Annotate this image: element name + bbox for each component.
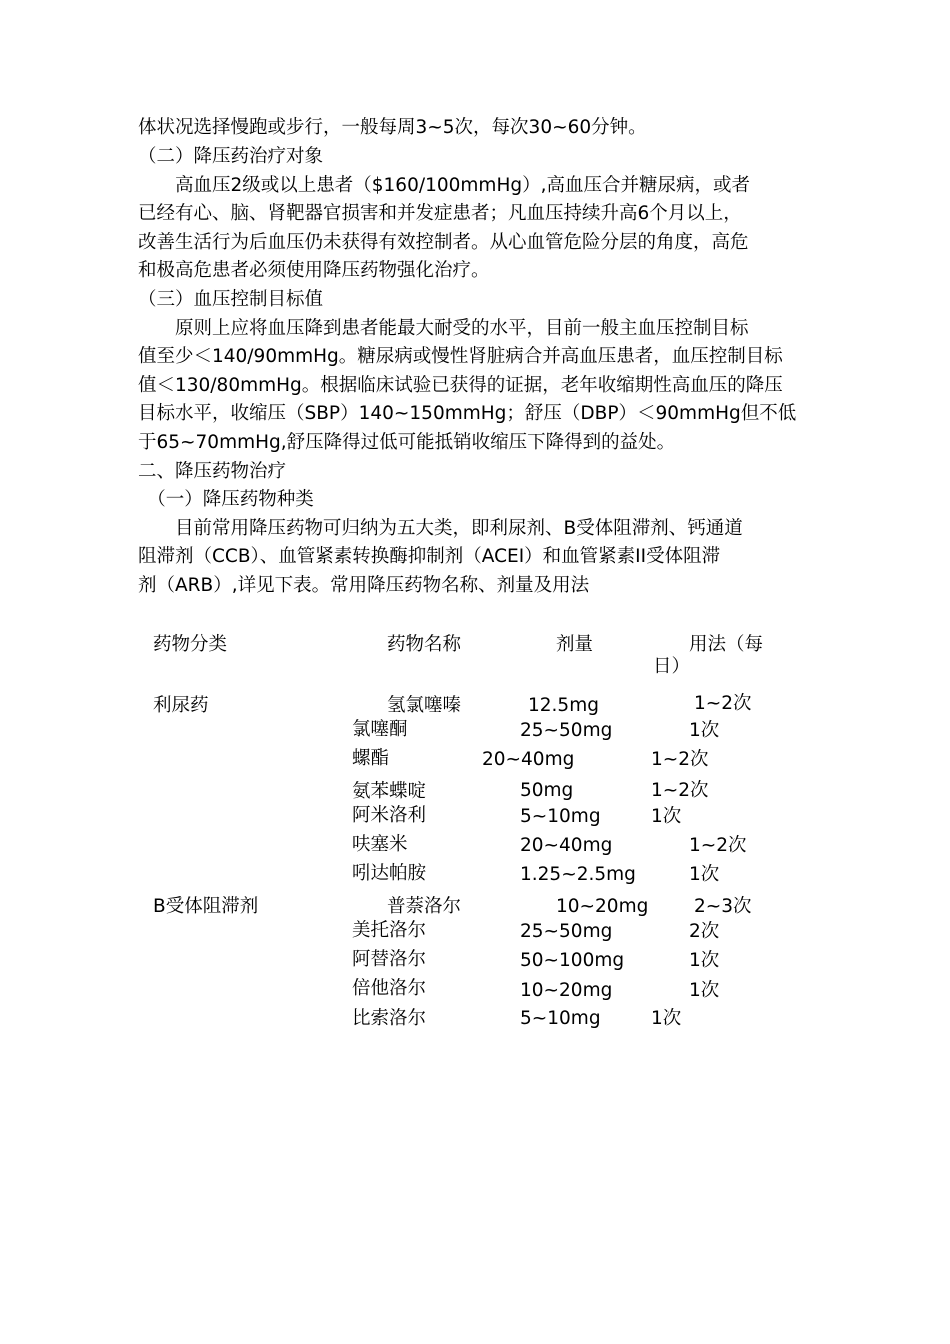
cell-dose: 5~10mg [520, 806, 601, 827]
header-usage-cont: 日） [653, 656, 691, 677]
cell-usage: 1次 [689, 980, 720, 1001]
header-dose: 剂量 [556, 634, 594, 655]
cell-name: 比索洛尔 [352, 1008, 427, 1029]
header-category: 药物分类 [153, 634, 228, 655]
paragraph-line: 阻滞剂（CCB）、血管紧素转换酶抑制剂（ACEI）和血管紧素II受体阻滞 [138, 546, 721, 567]
section-heading: 二、降压药物治疗 [138, 461, 287, 482]
paragraph-line: 和极高危患者必须使用降压药物强化治疗。 [138, 260, 490, 281]
cell-name: 美托洛尔 [352, 920, 427, 941]
paragraph-line: 原则上应将血压降到患者能最大耐受的水平，目前一般主血压控制目标 [138, 318, 749, 339]
cell-dose: 50~100mg [520, 950, 625, 971]
cell-dose: 25~50mg [520, 921, 613, 942]
cell-name: 阿替洛尔 [352, 949, 427, 970]
header-name: 药物名称 [387, 634, 462, 655]
cell-usage: 1次 [651, 806, 682, 827]
cell-dose: 5~10mg [520, 1008, 601, 1029]
cell-usage: 1次 [689, 950, 720, 971]
paragraph-line: 目前常用降压药物可归纳为五大类，即利尿剂、B受体阻滞剂、钙通道 [138, 518, 743, 539]
cell-name: 氯噻酮 [352, 719, 408, 740]
cell-usage: 1次 [651, 1008, 682, 1029]
cell-name: 螺酯 [352, 748, 390, 769]
cell-usage: 1~2次 [651, 749, 709, 770]
cell-dose: 1.25~2.5mg [520, 864, 636, 885]
cell-dose: 12.5mg [528, 695, 599, 716]
section-heading: （二）降压药治疗对象 [138, 146, 324, 167]
cell-usage: 1~2次 [694, 693, 752, 714]
cell-name: 呋塞米 [352, 834, 408, 855]
cell-name: 氨苯蝶啶 [352, 781, 427, 802]
cell-name: 阿米洛利 [352, 805, 427, 826]
paragraph-line: 改善生活行为后血压仍未获得有效控制者。从心血管危险分层的角度，高危 [138, 232, 749, 253]
cell-name: 普萘洛尔 [387, 896, 462, 917]
cell-dose: 10~20mg [520, 980, 613, 1001]
cell-dose: 25~50mg [520, 720, 613, 741]
paragraph-line: 值＜130/80mmHg。根据临床试验已获得的证据，老年收缩期性高血压的降压 [138, 375, 783, 396]
paragraph-line: 值至少＜140/90mmHg。糖尿病或慢性肾脏病合并高血压患者，血压控制目标 [138, 346, 783, 367]
cell-name: 吲达帕胺 [352, 863, 427, 884]
cell-name: 氢氯噻嗪 [387, 695, 462, 716]
cell-usage: 1次 [689, 720, 720, 741]
cell-dose: 50mg [520, 780, 574, 801]
paragraph-line: 高血压2级或以上患者（$160/100mmHg）,高血压合并糖尿病，或者 [138, 175, 750, 196]
header-usage: 用法（每 [689, 634, 764, 655]
section-heading: （一）降压药物种类 [138, 489, 314, 510]
cell-usage: 1~2次 [689, 835, 747, 856]
paragraph-line: 体状况选择慢跑或步行，一般每周3~5次，每次30~60分钟。 [138, 117, 647, 138]
paragraph-line: 于65~70mmHg,舒压降得过低可能抵销收缩压下降得到的益处。 [138, 432, 676, 453]
paragraph-line: 已经有心、脑、肾靶器官损害和并发症患者；凡血压持续升高6个月以上， [138, 203, 742, 224]
paragraph-line: 剂（ARB）,详见下表。常用降压药物名称、剂量及用法 [138, 575, 590, 596]
paragraph-line: 目标水平，收缩压（SBP）140~150mmHg；舒压（DBP）＜90mmHg但不低 [138, 403, 797, 424]
cell-dose: 10~20mg [556, 896, 649, 917]
cell-usage: 1~2次 [651, 780, 709, 801]
cell-usage: 1次 [689, 864, 720, 885]
cell-name: 倍他洛尔 [352, 978, 427, 999]
cell-category: B受体阻滞剂 [153, 896, 259, 917]
cell-category: 利尿药 [153, 695, 209, 716]
cell-usage: 2~3次 [694, 896, 752, 917]
cell-usage: 2次 [689, 921, 720, 942]
section-heading: （三）血压控制目标值 [138, 289, 324, 310]
cell-dose: 20~40mg [482, 749, 575, 770]
cell-dose: 20~40mg [520, 835, 613, 856]
